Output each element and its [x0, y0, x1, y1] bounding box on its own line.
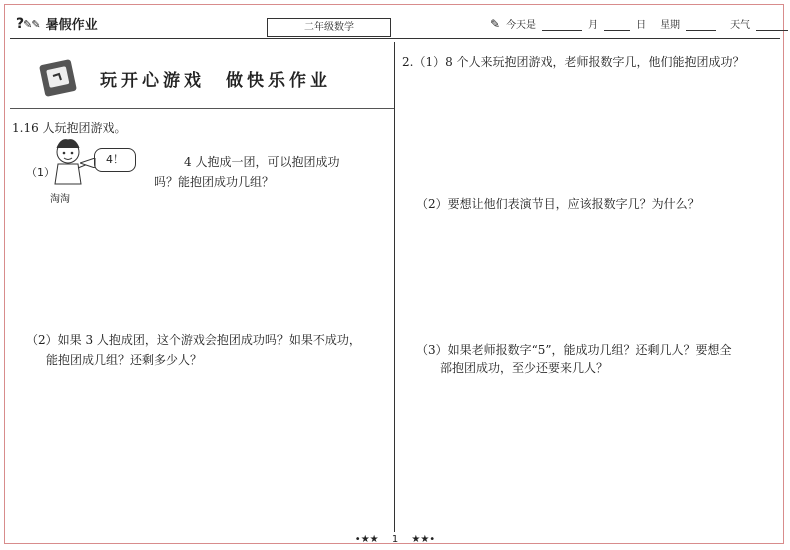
q2-3-line1: （3）如果老师报数字“5”，能成功几组？还剩几人？要想全 — [416, 343, 732, 357]
q2-2: （2）要想让他们表演节目，应该报数字几？为什么？ — [416, 197, 700, 211]
banner-title: 玩开心游戏 做快乐作业 — [100, 70, 331, 91]
today-label: 今天是 — [506, 20, 537, 31]
star-decoration-right-icon: ★★• — [411, 534, 436, 545]
star-decoration-left-icon: •★★ — [354, 534, 379, 545]
day-blank[interactable] — [604, 18, 630, 31]
q1-1-line1: 4 人抱成一团，可以抱团成功 — [184, 155, 340, 169]
banner-rule — [10, 108, 394, 109]
header-rule — [10, 38, 780, 39]
q1-1-label: （1） — [26, 166, 55, 179]
weather-label: 天气 — [730, 20, 751, 31]
weather-blank[interactable] — [756, 18, 788, 31]
page-number: 1 — [391, 534, 399, 545]
banner — [38, 58, 331, 98]
q1-2-line1: （2）如果 3 人抱成团，这个游戏会抱团成功吗？如果不成功， — [26, 333, 361, 347]
date-line — [490, 16, 788, 31]
brand-logo-icon: ?✎✎ — [16, 15, 40, 32]
q1-1-line2: 吗？能抱团成功几组？ — [154, 175, 275, 189]
q2-3-line2: 部抱团成功，至少还要来几人？ — [440, 361, 609, 375]
month-label: 月 — [588, 20, 599, 31]
q1-2-line2: 能抱团成几组？还剩多少人？ — [46, 353, 203, 367]
column-divider — [394, 42, 395, 532]
day-label: 日 — [636, 20, 647, 31]
month-blank[interactable] — [542, 18, 582, 31]
grade-label: 二年级数学 — [267, 18, 391, 37]
kid-name: 淘淘 — [50, 194, 70, 205]
speech-bubble: 4！ — [94, 148, 136, 172]
brand — [16, 14, 98, 33]
brand-title: 暑假作业 — [45, 18, 98, 33]
page-footer — [0, 534, 790, 545]
weekday-label: 星期 — [660, 20, 681, 31]
q2-1: 2.（1）8 个人来玩抱团游戏，老师报数字几，他们能抱团成功？ — [402, 55, 745, 69]
pencil-icon: ✎ — [490, 17, 501, 31]
q1-title: 1.16 人玩抱团游戏。 — [12, 121, 127, 135]
book-icon — [38, 58, 80, 98]
weekday-blank[interactable] — [686, 18, 716, 31]
